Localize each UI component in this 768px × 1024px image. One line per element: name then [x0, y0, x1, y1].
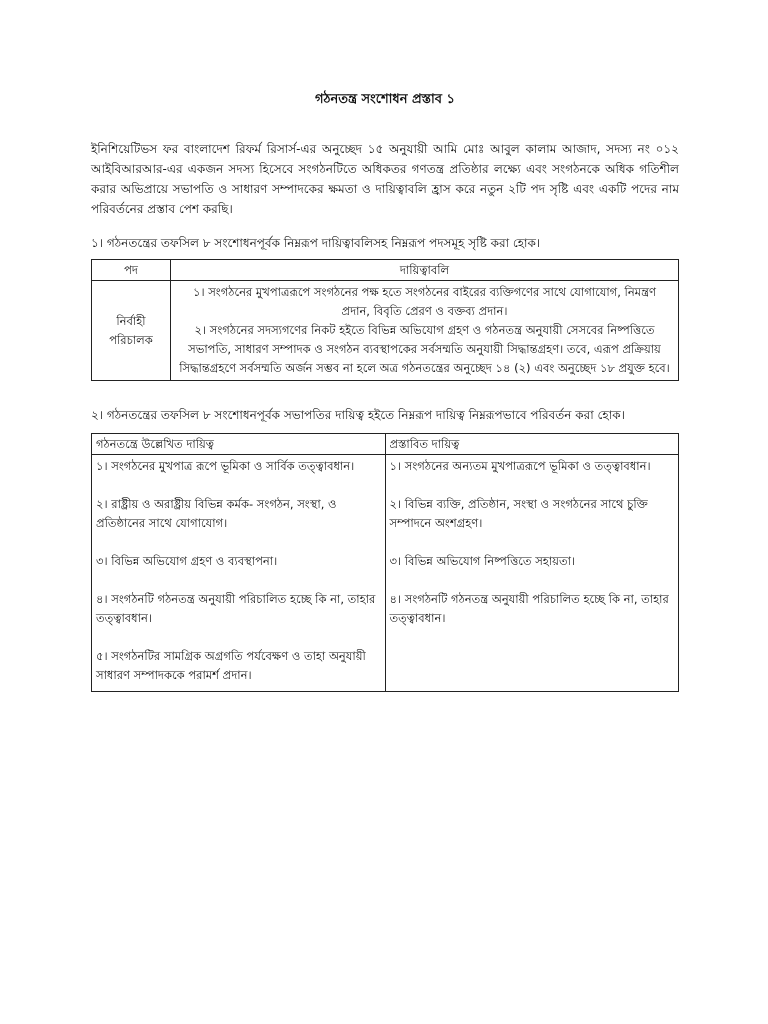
- duty-change-table: [91, 433, 679, 692]
- new-post-table: [91, 259, 679, 381]
- table-row: [92, 281, 679, 381]
- table-row: [92, 455, 679, 692]
- header-post: পদ: [92, 260, 171, 281]
- table-header-row: [92, 434, 679, 455]
- proposed-duties-cell: [385, 455, 679, 692]
- existing-duties-cell: [92, 455, 386, 692]
- duty-item-2: ২। সংগঠনের সদস্যগণের নিকট হইতে বিভিন্ন অভিযোগ গ্রহণ ও গঠনতন্ত্র অনুযায়ী সেসবের নিষ্পত্তিতে সভাপতি, সাধারণ সম্পাদক ও সংগঠন ব্যবস্থাপকের সর্বসম্মতি অনুযায়ী সিদ্ধান্তগ্রহণ। তবে, এরূপ প্রক্রিয়ায় সিদ্ধান্তগ্রহণে সর্বসম্মতি অর্জন সম্ভব না হলে অত্র গঠনতন্ত্রের অনুচ্ছেদ ১৪ (২) এবং অনুচ্ছেদ ১৮ প্রযুক্ত হবে।: [179, 323, 670, 375]
- document-title: গঠনতন্ত্র সংশোধন প্রস্তাব ১: [315, 92, 455, 107]
- duty-cell: [171, 281, 679, 381]
- existing-duty-5: ৫। সংগঠনটির সামগ্রিক অগ্রগতি পর্যবেক্ষণ ও তাহা অনুযায়ী সাধারণ সম্পাদককে পরামর্শ প্রদান।: [96, 649, 366, 682]
- header-proposed-duty: প্রস্তাবিত দায়িত্ব: [385, 434, 679, 455]
- intro-paragraph: ইনিশিয়েটিভস ফর বাংলাদেশ রিফর্ম রিসার্স-এর অনুচ্ছেদ ১৫ অনুযায়ী আমি মোঃ আবুল কালাম আজাদ, সদস্য নং ০১২ আইবিআরআর-এর একজন সদস্য হিসেবে সংগঠনটিতে অধিকতর গণতন্ত্র প্রতিষ্ঠার লক্ষ্যে এবং সংগঠনকে অধিক গতিশীল করার অভিপ্রায়ে সভাপতি ও সাধারণ সম্পাদকের ক্ষমতা ও দায়িত্বাবলি হ্রাস করে নতুন ২টি পদ সৃষ্টি এবং একটি পদের নাম পরিবর্তনের প্রস্তাব পেশ করছি।: [91, 142, 679, 216]
- existing-duty-2: ২। রাষ্ট্রীয় ও অরাষ্ট্রীয় বিভিন্ন কর্মক- সংগঠন, সংস্থা, ও প্রতিষ্ঠানের সাথে যোগাযোগ।: [96, 497, 337, 530]
- table-header-row: [92, 260, 679, 281]
- section-1-heading: ১। গঠনতন্ত্রের তফসিল ৮ সংশোধনপূর্বক নিম্নরূপ দায়িত্বাবলিসহ নিম্নরূপ পদসমূহ সৃষ্টি করা হোক।: [91, 236, 541, 250]
- proposed-duty-1: ১। সংগঠনের অন্যতম মুখপাত্ররূপে ভূমিকা ও তত্ত্বাবধান।: [389, 459, 651, 473]
- duty-item-1: ১। সংগঠনের মুখপাত্ররূপে সংগঠনের পক্ষ হতে সংগঠনের বাইরের ব্যক্তিগণের সাথে যোগাযোগ, নিমন্ত্রণ প্রদান, বিবৃতি প্রেরণ ও বক্তব্য প্রদান।: [192, 285, 657, 318]
- header-existing-duty: গঠনতন্ত্রে উল্লেখিত দায়িত্ব: [92, 434, 386, 455]
- header-duty: দায়িত্বাবলি: [171, 260, 679, 281]
- section-2-heading: ২। গঠনতন্ত্রের তফসিল ৮ সংশোধনপূর্বক সভাপতির দায়িত্ব হইতে নিম্নরূপ দায়িত্ব নিম্নরূপভাবে পরিবর্তন করা হোক।: [91, 408, 625, 422]
- existing-duty-3: ৩। বিভিন্ন অভিযোগ গ্রহণ ও ব্যবস্থাপনা।: [96, 554, 278, 568]
- existing-duty-1: ১। সংগঠনের মুখপাত্র রূপে ভূমিকা ও সার্বিক তত্ত্বাবধান।: [96, 459, 355, 473]
- proposed-duty-4: ৪। সংগঠনটি গঠনতন্ত্র অনুযায়ী পরিচালিত হচ্ছে কি না, তাহার তত্ত্বাবধান।: [389, 592, 669, 625]
- existing-duty-4: ৪। সংগঠনটি গঠনতন্ত্র অনুযায়ী পরিচালিত হচ্ছে কি না, তাহার তত্ত্বাবধান।: [96, 592, 376, 625]
- proposed-duty-3: ৩। বিভিন্ন অভিযোগ নিষ্পত্তিতে সহায়তা।: [389, 554, 576, 568]
- post-name: নির্বাহী পরিচালক: [92, 281, 171, 381]
- proposed-duty-2: ২। বিভিন্ন ব্যক্তি, প্রতিষ্ঠান, সংস্থা ও সংগঠনের সাথে চুক্তি সম্পাদনে অংশগ্রহণ।: [389, 497, 648, 530]
- document-page: [91, 90, 679, 692]
